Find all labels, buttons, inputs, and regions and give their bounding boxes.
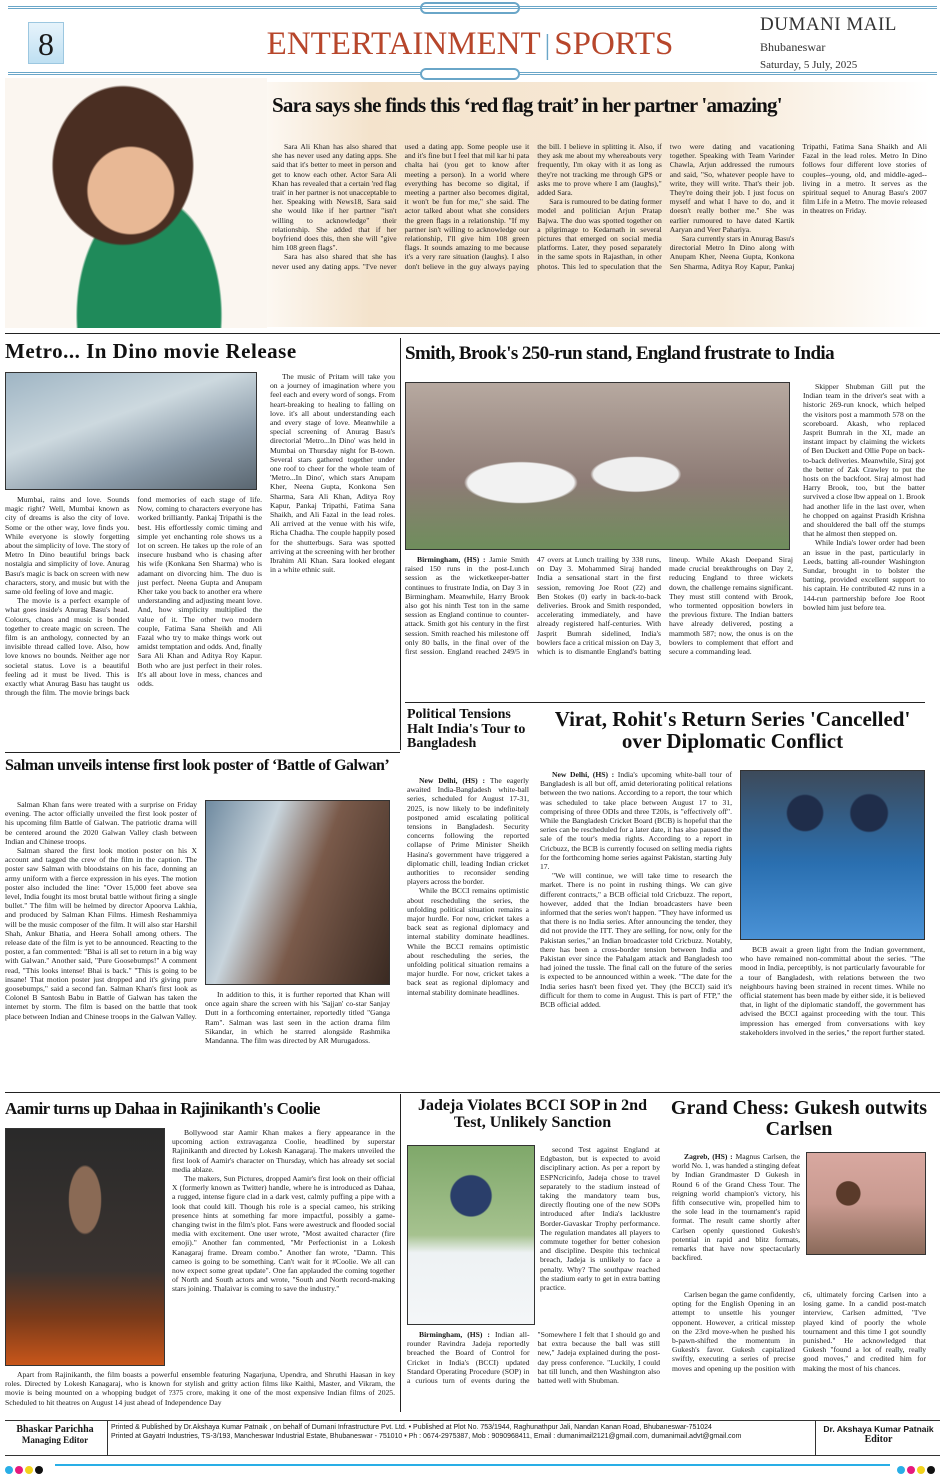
paragraph-text: Bollywood star Aamir Khan makes a fiery appearance in the upcoming action extravaganza Coolie, headlined by superstar Rajinikanth and directed by Lokesh Kanagaraj. The makers unveiled the first look of Aamir's character on Thursday, which has already set social media ablaze. — [172, 1128, 395, 1174]
virat-headline: Virat, Rohit's Return Series 'Cancelled' over Diplomatic Conflict — [554, 707, 911, 754]
managing-editor-name: Bhaskar Parichha — [16, 1424, 94, 1435]
paragraph-text: While the BCCI remains optimistic about rescheduling the series, the unfolding political situation remains a major hurdle. For now, cricket takes a back seat as regional diplomacy and internal stability dominate headlines. While the BCCI remains optimistic about rescheduling the series, the unfolding political situation remains a major hurdle. For now, cricket takes a back seat as regional diplomacy and internal stability dominate headlines. — [407, 886, 529, 997]
paragraph-text: Sara has also shared that she has never used any dating apps. "I've never used a dating app. Some people use it and it's fine but I feel that mil kar hi pata chalta hai (you get to know after meeting a person). In a world where everything has become so digital, if meeting a partner also becomes digital, it won't be fun for me," she said. The actor talked about what she considers the green flags in a relationship. "If my partner isn't willing to acknowledge our relationship, I'll give him 108 green flags. It sounds amazing to me because it's a very rare situation (laughs). I also don't believe in the guy always paying the bill. I believe in splitting it. Also, if they ask me about my whereabouts very frequently, I'm okay with it as long as they're not tracking me through GPS or asks me to prove where I am (laughs)," added Sara. — [272, 142, 662, 271]
date: Saturday, 5 July, 2025 — [760, 59, 858, 71]
article-paragraph — [672, 1290, 926, 1373]
top-rule — [8, 6, 937, 9]
imprint-line-2: Printed at Gayatri Industries, TS-3/193, Mancheswar Industrial Estate, Bhubaneswar - 751010 • Ph : 0674-2975387, Mob : 9090968411, Email : dumanimail2121@gmail.com, dumanimail.advt@gmail.com — [111, 1433, 742, 1440]
salman-body-left — [5, 800, 197, 1021]
smith-body-right — [803, 382, 925, 612]
paragraph-text: Indian all-rounder Ravindra Jadeja reportedly breached the Board of Control for Cricket in India's (BCCI) updated Standard Operating Procedure (SOP) in a curious turn of events during the "Somewhere I felt that I should go and bat extra because the ball was still new," Jadeja explained during the post-day press conference. "Luckily, I could bat till lunch, and then Washington also batted well with Shubman. — [407, 1330, 660, 1386]
divider — [405, 702, 925, 703]
political-headline: Political Tensions Halt India's Tour to Bangladesh — [407, 707, 526, 752]
paragraph-text: Apart from Rajinikanth, the film boasts a powerful ensemble featuring Nagarjuna, Upendra, and Shruthi Haasan in key roles. Directed by Lokesh Kanagaraj, who is known for stylish and gritty action films like Kaithi, Master, and Vikram, the movie is being mounted on a whopping budget of ?375 crore, making it one of the most expensive Indian films of 2025. Scheduled to hit theatres on August 14 just ahead of Independence Day — [5, 1370, 395, 1407]
dateline: Zagreb, (HS) : — [684, 1152, 733, 1161]
article-paragraph — [540, 770, 732, 871]
editor-title: Editor — [864, 1434, 893, 1445]
divider — [5, 333, 940, 334]
virat-rohit-photo — [740, 770, 925, 940]
paragraph-text: Jamie Smith raised 150 runs in the post-Lunch session as the wicketkeeper-batter continues to frustrate India, on Day 3 in Birmingham. Meanwhile, Harry Brook also got his ninth Test ton in the same session as England continue to counter-attack. Smith got his century in the first session. Smith reached his milestone off only 80 balls, in the final over of the first session. England reached 249/5 in 47 overs at Lunch trailing by 338 runs, on Day 3. Mohammed Siraj handed India a sensational start in the first session, removing Joe Root (22) and Ben Stokes (0) early in back-to-back deliveries. Brook and Smith responded, accelerating immediately, and have already registered half-centuries. With Jasprit Bumrah sidelined, India's bowlers face a critical mission on Day 3, which is to dismantle England's batting lineup. While Akash Deepand Siraj made crucial breakthroughs on Day 2, reducing England to three wickets down, the challenge remains significant. They must still contend with Brook, who tormented opposition bowlers in the previous fixture. The Indian batters have already delivered, posting a mammoth 587; now, the onus is on the bowlers to complement that effort and secure a commanding lead. — [405, 555, 793, 657]
coolie-poster — [5, 1128, 165, 1366]
section-divider: | — [544, 30, 551, 61]
gukesh-body-left — [672, 1152, 800, 1262]
jadeja-body-right — [540, 1145, 660, 1292]
paragraph-text: Salman Khan fans were treated with a surprise on Friday evening. The actor officially unveiled the first look poster of his upcoming film Battle of Galwan. The patriotic drama will be centered around the 2020 Galwan Valley clash between Indian and Chinese troops. — [5, 800, 197, 846]
section-title — [230, 26, 710, 63]
gukesh-headline: Grand Chess: Gukesh outwits Carlsen — [670, 1097, 928, 1140]
smith-headline: Smith, Brook's 250-run stand, England frustrate to India — [405, 343, 834, 364]
political-body — [407, 776, 529, 997]
article-paragraph — [540, 1145, 660, 1292]
dateline: Birmingham, (HS) : — [417, 555, 486, 564]
virat-body-right — [740, 945, 925, 1037]
paragraph-text: The music of Pritam will take you on a journey of imagination where you feel each and every word of songs. From heart-breaking to healing to falling on love. it's all about understanding each and every stage of love. Meanwhile a special screening of Anurag Basu's directorial 'Metro...In Dino' was held in Mumbai on Thursday night for B-town. Several stars gathered together under one roof to cheer for the whole team of 'Metro...In Dino', which stars Anupam Kher, Neena Gupta, Konkona Sen Sharma, Sara Ali Khan, Aditya Roy Kapur, Pankaj Tripathi, Fatima Sana Shaikh, and Ali Fazal in the lead roles. Ali arrived at the venue with his wife, Richa Chadha. The couple happily posed for the shutterbugs. Sara was spotted arriving at the screening with her brother Ibrahim Ali Khan. Sara looked elegant in a white ethnic suit. — [270, 372, 395, 575]
masthead — [760, 14, 935, 71]
metro-body-right — [270, 372, 395, 574]
paragraph-text: Skipper Shubman Gill put the Indian team in the driver's seat with a historic 269-run knock, which helped the visitors post a mammoth 578 on the scoreboard. Akash, who replaced Jasprit Bumrah in the XI, made an instant impact by claiming the wickets of Ben Duckett and Ollie Pope on back-to-back deliveries. Meanwhile, Siraj got the better of Zak Crawley to put the hosts on the backfoot. Siraj almost had Harry Brook, too, but the batter survived a close lbw appeal on 1. Brook had another life in the last over, when he chopped on against Prasidh Krishna and shouldered the ball off the stumps that he almost then stepped on. — [803, 382, 925, 539]
salman-headline: Salman unveils intense first look poster of ‘Battle of Galwan’ — [5, 757, 390, 774]
paragraph-text: In addition to this, it is further reported that Khan will once again share the screen with his 'Sajjan' co-star Sanjay Dutt in a forthcoming entertainer, reportedly titled "Ganga Ram". Salman was last seen in the action drama film Sikandar, in which he starred alongside Rashmika Mandanna. The film was directed by AR Murugadoss. — [205, 990, 390, 1046]
article-paragraph — [205, 990, 390, 1045]
managing-editor-title: Managing Editor — [21, 1435, 89, 1445]
divider — [400, 338, 401, 750]
article-paragraph — [405, 555, 793, 656]
smith-body-bottom — [405, 555, 793, 656]
sara-body — [272, 142, 927, 271]
paragraph-text: The makers, Sun Pictures, dropped Aamir's first look on their official X (formerly known as Twitter) handle, where he is introduced as Dahaa, a rugged, intense figure clad in a dark vest, calmly puffing a pipe with a look that could kill. Though his role is a special cameo, his striking presence hints at something far more impactful, possibly a game-changing twist in the film's plot. Fans were awestruck and flooded social media with excitement. One user wrote, "Most awaited character (fire emoji)." Another fan commented, "Mr Perfectionist in a Lokesh Kanagaraj frame. Dream combo." Another fan wrote, "Damn. This cameo is going to be something. Can't wait for it #Coolie. We all can now expect some great update". One fan applauded the coming together of North and South actors and wrote, "South and North record-making stars joining. Thalaivar is coming to save the industry." — [172, 1174, 395, 1294]
metro-headline: Metro... In Dino movie Release — [5, 339, 297, 363]
article-paragraph — [272, 142, 397, 252]
jadeja-photo — [407, 1145, 535, 1325]
article-paragraph — [172, 1128, 395, 1174]
article-paragraph — [5, 495, 130, 596]
paragraph-text: Mumbai, rains and love. Sounds magic right? Well, Mumbai known as city of dreams is also the city of love. Some or the other way, love finds you. While everyone is slowly forgetting about the simplicity of love. The story of Metro In Dino beautiful brings back nostalgia and simplicity of love. Anurag Basu's magic is back on screen with new characters, story, and music but with the same old feeling of love and magic. — [5, 495, 130, 597]
article-paragraph — [803, 382, 925, 538]
paragraph-text: While India's lower order had been an issue in the past, particularly in Leeds, batting all-rounder Washington Sundar, brought in to bolster the batting, provided excellent support to his captain. He contributed 42 runs in a 144-run partnership before Joe Root bowled him just before tea. — [803, 538, 925, 612]
article-paragraph — [407, 886, 529, 996]
salman-body-right — [205, 990, 390, 1045]
aamir-body-bottom — [5, 1370, 395, 1407]
article-paragraph — [172, 1174, 395, 1294]
sara-headline: Sara says she finds this ‘red flag trait’ in her partner 'amazing' — [272, 93, 782, 117]
metro-body-left — [5, 495, 262, 697]
paragraph-text: Magnus Carlsen, the world No. 1, was handed a stinging defeat by Indian Grandmaster D Gukesh in Round 6 of the Grand Chess Tour. The reigning world champion's victory, his fifth consecutive win, propelled him to the sole lead in the tournament's rapid format. The result came shortly after Carlsen openly questioned Gukesh's potential in rapid and blitz formats, remarks that have now spectacularly backfired. — [672, 1152, 801, 1263]
editor-name: Dr. Akshaya Kumar Patnaik — [823, 1424, 934, 1434]
paragraph-text: BCB await a green light from the Indian government, who have remained non-committal about the series. "The mood in India, perceptibly, is not particularly favourable for a tour of Bangladesh, with relations between the two neighbours having been strained in recent times. While no official statement has been made by either side, it is believed that, in light of the diplomatic standoff, the government has advised the BCCI against proceeding with the tour. This impression has emerged from conversations with key stakeholders involved in the series," the report further stated. — [740, 945, 925, 1037]
jadeja-headline: Jadeja Violates BCCI SOP in 2nd Test, Unlikely Sanction — [418, 1097, 647, 1131]
divider — [5, 752, 400, 753]
registration-line — [55, 1464, 890, 1466]
article-paragraph — [740, 945, 925, 1037]
paragraph-text: Sara currently stars in Anurag Basu's directorial Metro In Dino along with Anupam Kher, Neena Gupta, Konkona Sen Sharma, Aditya Roy Kapur, Pankaj Tripathi, Fatima Sana Shaikh and Ali Fazal in the lead roles. Metro In Dino follows four different love stories of couples--young, old, and middle-aged--living in a metro. It serves as the spiritual sequel to Anurag Basu's 2007 film Life in a Metro. The movie released in theatres on Friday. — [669, 142, 927, 271]
paper-name: DUMANI MAIL — [760, 14, 897, 35]
aamir-headline: Aamir turns up Dahaa in Rajinikanth's Coolie — [5, 1099, 320, 1118]
paragraph-text: The movie is a perfect example of what goes inside's Anurag Basu's head. Colours, chaos and music is bonded together to create magic on screen. The film is an anthology, connected by an invisible thread called love. Also, how love knows no bounds. Neither age nor societal status. Love is a beautiful feeling ad it must be lived. This is exactly what Anurag Basu has taught us through the film. The movie brings back fond memories of each stage of life. Now, coming to characters everyone has worked brilliantly. Pankaj Tripathi is the best. His effortlessly comic timing and simple yet enchanting role shows us a lot on screen. He takes up the role of an insecure husband who is chasing after his wife (Konkana Sen Sharma) who is adamant on divorcing him. The duo is just perfect. Neena Gupta and Anupam Kher take you back to another era where understanding and adjusting meant love. And, how simplicity multiplied the value of it. The other two modern couple, Fatima Sana Sheikh and Ali Fazal who try to make things work out amidst temptation and odds. And, finally Sara Ali Khan and Aditya Roy Kapur. Both who are just perfect in their roles. It's all about love in mess, chances and odds. — [5, 495, 262, 698]
article-paragraph — [270, 372, 395, 574]
paragraph-text: Sara Ali Khan has also shared that she has never used any dating apps. She said that it's better to meet in person and get to know each other. Actor Sara Ali Khan has revealed that a certain 'red flag trait' in her partner is not unacceptable to her. Speaking with News18, Sara said she would like if her partner "isn't willing to acknowledge" their relationship. She added that if her boyfriend does this, then she will "give him 108 green flags". — [272, 142, 397, 253]
paragraph-text: second Test against England at Edgbaston, but is expected to avoid disciplinary action. As per a report by ESPNcricinfo, Jadeja chose to travel separately to the stadium instead of taking the mandatory team bus, directly flouting one of the new SOPs introduced after India's lacklustre Border-Gavaskar Trophy performance. The regulation mandates all players to commute together for better cohesion and discipline. Despite this technical breach, Jadeja is unlikely to face a penalty. Why? The southpaw reached the stadium early to get in extra batting practice. — [540, 1145, 660, 1293]
article-paragraph — [540, 871, 732, 1009]
jadeja-body-bottom — [407, 1330, 660, 1385]
city: Bhubaneswar — [760, 40, 826, 54]
smith-brook-photo — [405, 382, 790, 550]
imprint-line-1: Printed & Published by Dr.Akshaya Kumar Patnaik , on behalf of Dumani Infrastructure Pvt. Ltd. • Published at Plot No. 753/1944, Raghunathpur Jali, Nandan Kanan Road, Bhubaneswar-751024 — [111, 1424, 712, 1431]
dateline: New Delhi, (HS) : — [552, 770, 615, 779]
article-paragraph — [5, 1370, 395, 1407]
article-paragraph — [672, 1152, 800, 1262]
paragraph-text: "We will continue, we will take time to research the market. There is no point in rushing things. We can give different contracts," a BCB official told Cricbuzz. The report, however, added that the Indian broadcasters have been informed that the series won't happen. "They have informed us that there is no India series. After announcing the tender, they did not provide the ITT. They are selling, for now, only for the Pakistan series," an Indian broadcaster told Cricbuzz. Notably, there has been a cross-border tension between India and Pakistan ever since the Pahalgam attack and Bangladesh too had joined the tussle. The final call on the future of the series is expected to be announced within a week. "The date for the India series hasn't been fixed yet. They (the BCCI) said it's difficult for them to come in August. This is part of FTP," the BCB official added. — [540, 871, 732, 1010]
registration-dots-right — [897, 1461, 937, 1479]
section-sports: SPORTS — [554, 26, 674, 62]
sara-ali-khan-photo — [5, 78, 267, 328]
article-paragraph — [5, 846, 197, 1021]
battle-of-galwan-poster — [205, 800, 390, 985]
paragraph-text: Sara is rumoured to be dating former model and politician Arjun Pratap Bajwa. The duo was spotted together on a pilgrimage to Kedarnath in several pictures that emerged on social media platforms. Later, they posed separately in the same spots in Rajasthan, in other photos. This led to speculation that the two were dating and vacationing together. Speaking with Team Varinder Chawla, Arjun addressed the rumours and said, "So, whatever people have to write, they will write. That's their job. They're doing their job. I just focus on myself and what I have to do, and it doesn't really bother me." She was earlier rumoured to have dated Kartik Aaryan and Veer Pahariya. — [537, 142, 795, 271]
ornament-bottom — [420, 68, 520, 80]
article-paragraph — [803, 538, 925, 612]
gukesh-carlsen-photo — [806, 1152, 926, 1255]
section-entertainment: ENTERTAINMENT — [266, 26, 541, 62]
footer-imprint — [5, 1420, 940, 1456]
article-paragraph — [5, 800, 197, 846]
page-number: 8 — [28, 22, 64, 64]
aamir-body-top — [172, 1128, 395, 1294]
paragraph-text: Carlsen began the game confidently, opting for the English Opening in an attempt to unsettle his younger opponent. However, a critical misstep on the 23rd move-when he pushed his b-pawn-shifted the momentum in Gukesh's favor. Gukesh capitalized swiftly, executing a series of precise moves and opening up the position with c6, ultimately forcing Carlsen into a losing game. In a candid post-match interview, Carlsen admitted, "I've played kind of poorly the whole tournament and this time I got soundly punished." He acknowledged that Gukesh "found a lot of really, really good moves," and credited him for making the most of his chances. — [672, 1290, 926, 1373]
metro-in-dino-poster — [5, 372, 257, 490]
gukesh-body-bottom — [672, 1290, 926, 1373]
dateline: Birmingham, (HS) : — [419, 1330, 490, 1339]
paragraph-text: Salman shared the first look motion poster on his X account and tagged the crew of the film in the caption. The poster saw Salman with bloodstains on his face, donning an army uniform with a fierce expression in his eyes. The motion poster also included the line: "Over 15,000 feet above sea level, India fought its most brutal battle without firing a single bullet." The film will be helmed by director Apoorva Lakhia, and produced by Salman Khan Films. Himesh Reshammiya will be the music composer of the film. It will also star Harshil Shah, Ankur Bhatia, and Heera Sohall among others. The release date of the film is yet to be announced. Reacting to the poster, a fan commented: "Bhai is all set to return in a big way with Galwan." Another said, "Pure Goosebumps!" A comment read, "This looks intense! Bhai is back." "This is going to be insane! That motion poster just dropped and it's giving pure goosebumps," said a second fan. Salman Khan's first look as Colonel B Santosh Babu in Battle of Galwan has taken the internet by storm. The film is based on the battle that took place between Indian and Chinese troops in the Galwan Valley. — [5, 846, 197, 1021]
divider — [400, 1094, 401, 1412]
registration-dots-left — [5, 1461, 45, 1479]
paragraph-text: India's upcoming white-ball tour of Bangladesh is all but off, amid deteriorating political relations between the two nations. According to a report, the tour which was scheduled to take place between August 17 to 31, comprising of three ODIs and three T20Is, is "effectively off". While the Bangladesh Cricket Board (BCB) is hopeful that the series can be rescheduled for a later date, it has also paused the sale of the tour's media rights. According to a report in Cricbuzz, the BCB is currently focused on selling media rights for the forthcoming home series against Pakistan, starting July 17. — [540, 770, 732, 872]
paragraph-text: The eagerly awaited India-Bangladesh white-ball series, scheduled for August 17-31, 2025, is now likely to be indefinitely postponed amid escalating political tensions in Bangladesh. Security concerns following the reported collapse of Prime Minister Sheikh Hasina's government have triggered a diplomatic chill, leading Indian cricket authorities to reconsider sending players across the border. — [407, 776, 529, 887]
article-paragraph — [407, 776, 529, 886]
dateline: New Delhi, (HS) : — [419, 776, 486, 785]
divider — [5, 1092, 940, 1093]
article-paragraph — [407, 1330, 660, 1385]
virat-body-left — [540, 770, 732, 1009]
